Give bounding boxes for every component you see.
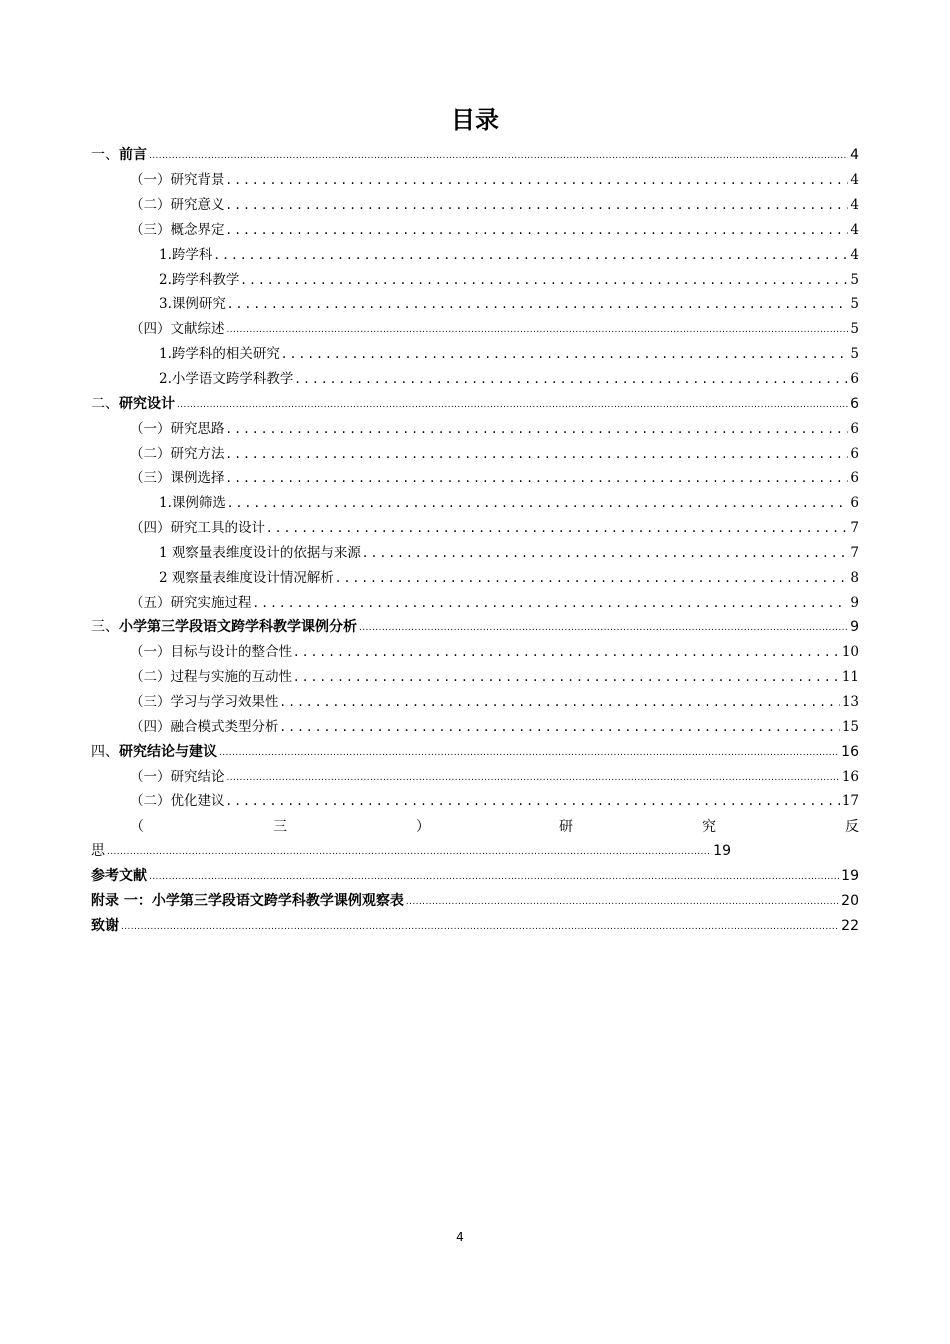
toc-entry[interactable] (91, 317, 859, 342)
toc-entry-label: （四）研究工具的设计 (130, 520, 265, 537)
toc-entry-label: 思 (91, 843, 105, 860)
toc-entry[interactable] (91, 516, 859, 541)
toc-entry[interactable] (91, 541, 859, 566)
toc-dot-leader (228, 495, 849, 511)
toc-entry-page: 6 (850, 371, 859, 388)
toc-dot-leader (227, 172, 849, 188)
toc-entry-page: 5 (850, 296, 859, 313)
toc-dot-leader (121, 917, 839, 935)
toc-entry-label: 1 观察量表维度设计的依据与来源 (159, 544, 361, 561)
toc-entry-label: 2 观察量表维度设计情况解析 (159, 569, 334, 586)
toc-entry-label: 研究设计 (119, 395, 175, 412)
toc-entry-number: 三、 (91, 619, 119, 636)
toc-entry-label: 致谢 (91, 917, 119, 934)
toc-entry[interactable] (91, 342, 859, 367)
toc-split-char: 反 (845, 819, 859, 836)
toc-entry-page: 4 (850, 197, 859, 214)
toc-dot-leader (177, 395, 848, 413)
toc-entry[interactable] (91, 764, 859, 789)
toc-entry-label: 1.跨学科 (159, 246, 213, 263)
toc-entry-page: 20 (841, 892, 859, 909)
toc-entry[interactable] (91, 441, 859, 466)
toc-entry[interactable] (91, 218, 859, 243)
toc-entry-page: 8 (850, 569, 859, 586)
toc-entry-label: 1.跨学科的相关研究 (159, 346, 280, 363)
toc-entry[interactable] (91, 714, 859, 739)
toc-entry-label: （五）研究实施过程 (130, 594, 252, 611)
toc-dot-leader (241, 272, 848, 288)
toc-entry-page: 22 (841, 917, 859, 934)
toc-dot-leader (219, 743, 839, 761)
toc-entry[interactable] (91, 292, 859, 317)
toc-entry-page: 5 (850, 346, 859, 363)
toc-entry[interactable] (91, 665, 859, 690)
toc-entry[interactable] (91, 267, 859, 292)
toc-entry-page: 4 (850, 246, 859, 263)
toc-entry-number: 一、 (91, 147, 119, 164)
toc-dot-leader (149, 867, 839, 885)
toc-entry-page: 6 (850, 470, 859, 487)
toc-entry-page: 9 (850, 619, 859, 636)
toc-dot-leader (359, 618, 848, 636)
toc-dot-leader (227, 768, 840, 786)
toc-entry-label: 3.课例研究 (159, 296, 226, 313)
toc-entry[interactable] (91, 416, 859, 441)
toc-dot-leader (227, 446, 849, 462)
toc-entry-split-top[interactable] (91, 814, 859, 839)
toc-dot-leader (107, 842, 711, 860)
toc-entry-page: 10 (841, 644, 859, 661)
toc-entry-label: （二）研究意义 (130, 197, 225, 214)
toc-entry-page: 6 (850, 420, 859, 437)
toc-entry-number: 四、 (91, 743, 119, 760)
toc-entry-page: 19 (713, 843, 731, 860)
toc-entry-page: 7 (850, 544, 859, 561)
toc-entry[interactable] (91, 242, 859, 267)
toc-entry-label: 研究结论与建议 (119, 743, 217, 760)
toc-entry-page: 15 (841, 718, 859, 735)
toc-entry[interactable] (91, 168, 859, 193)
page-number-footer: 4 (456, 1230, 464, 1244)
toc-entry[interactable] (91, 193, 859, 218)
toc-entry-page: 6 (850, 495, 859, 512)
toc-dot-leader (227, 320, 849, 338)
toc-dot-leader (406, 892, 839, 910)
toc-dot-leader (227, 470, 849, 486)
toc-entry-split-bottom[interactable] (91, 839, 731, 864)
toc-entry[interactable] (91, 143, 859, 168)
toc-dot-leader (363, 545, 849, 561)
toc-entry[interactable] (91, 739, 859, 764)
toc-entry-page: 19 (841, 867, 859, 884)
toc-dot-leader (294, 644, 840, 660)
toc-entry-page: 17 (841, 793, 859, 810)
toc-entry[interactable] (91, 466, 859, 491)
toc-entry-label: （四）融合模式类型分析 (130, 718, 279, 735)
toc-dot-leader (336, 570, 849, 586)
toc-entry-page: 5 (850, 321, 859, 338)
toc-dot-leader (227, 222, 849, 238)
toc-entry-label: （三）课例选择 (130, 470, 225, 487)
toc-entry[interactable] (91, 863, 859, 888)
toc-split-char: 研 (559, 819, 573, 836)
toc-entry[interactable] (91, 690, 859, 715)
toc-entry-page: 5 (850, 271, 859, 288)
toc-entry-label: 1.课例筛选 (159, 495, 226, 512)
toc-dot-leader (281, 719, 840, 735)
toc-dot-leader (149, 146, 848, 164)
toc-entry[interactable] (91, 888, 859, 913)
toc-dot-leader (267, 520, 848, 536)
toc-entry-label: （一）研究结论 (130, 768, 225, 785)
toc-entry-label: 前言 (119, 147, 147, 164)
toc-split-char: 究 (702, 819, 716, 836)
toc-entry-label: （二）过程与实施的互动性 (130, 669, 292, 686)
toc-entry-page: 7 (850, 520, 859, 537)
toc-dot-leader (294, 669, 840, 685)
toc-entry-page: 4 (850, 172, 859, 189)
toc-dot-leader (281, 694, 840, 710)
toc-split-char: ） (416, 819, 430, 836)
toc-entry[interactable] (91, 367, 859, 392)
toc-entry-label: （二）研究方法 (130, 445, 225, 462)
toc-entry[interactable] (91, 491, 859, 516)
toc-entry-label: （一）目标与设计的整合性 (130, 644, 292, 661)
toc-entry-page: 6 (850, 395, 859, 412)
toc-entry[interactable] (91, 615, 859, 640)
toc-entry[interactable] (91, 391, 859, 416)
toc-entry[interactable] (91, 640, 859, 665)
toc-entry-page: 16 (841, 768, 859, 785)
toc-split-char: （ (130, 819, 144, 836)
toc-split-char: 三 (273, 819, 287, 836)
toc-dot-leader (254, 595, 849, 611)
toc-entry[interactable] (91, 565, 859, 590)
toc-entry-label: （一）研究思路 (130, 420, 225, 437)
toc-dot-leader (282, 346, 849, 362)
toc-entry-page: 11 (841, 669, 859, 686)
toc-entry-label: 参考文献 (91, 867, 147, 884)
toc-entry[interactable] (91, 913, 859, 938)
toc-entry-page: 4 (850, 147, 859, 164)
toc-dot-leader (214, 247, 848, 263)
toc-entry-page: 4 (850, 221, 859, 238)
table-of-contents (91, 143, 859, 938)
toc-dot-leader (228, 296, 849, 312)
toc-dot-leader (227, 421, 849, 437)
toc-entry-page: 16 (841, 743, 859, 760)
toc-entry-page: 9 (850, 594, 859, 611)
toc-entry-label: 2.小学语文跨学科教学 (159, 371, 294, 388)
toc-entry-label: （三）学习与学习效果性 (130, 693, 279, 710)
toc-entry-label: （四）文献综述 (130, 321, 225, 338)
toc-entry-label: （二）优化建议 (130, 793, 225, 810)
toc-entry-page: 6 (850, 445, 859, 462)
toc-entry-label: （一）研究背景 (130, 172, 225, 189)
toc-entry-label: 附录 一：小学第三学段语文跨学科教学课例观察表 (91, 892, 404, 909)
toc-dot-leader (227, 197, 849, 213)
toc-dot-leader (295, 371, 848, 387)
toc-entry-label: 2.跨学科教学 (159, 271, 240, 288)
toc-entry-label: （三）概念界定 (130, 221, 225, 238)
toc-dot-leader (227, 793, 840, 809)
toc-title: 目录 (451, 106, 499, 134)
toc-entry[interactable] (91, 590, 859, 615)
toc-entry-page: 13 (841, 693, 859, 710)
toc-entry-label: 小学第三学段语文跨学科教学课例分析 (119, 619, 357, 636)
toc-entry[interactable] (91, 789, 859, 814)
toc-entry-number: 二、 (91, 395, 119, 412)
